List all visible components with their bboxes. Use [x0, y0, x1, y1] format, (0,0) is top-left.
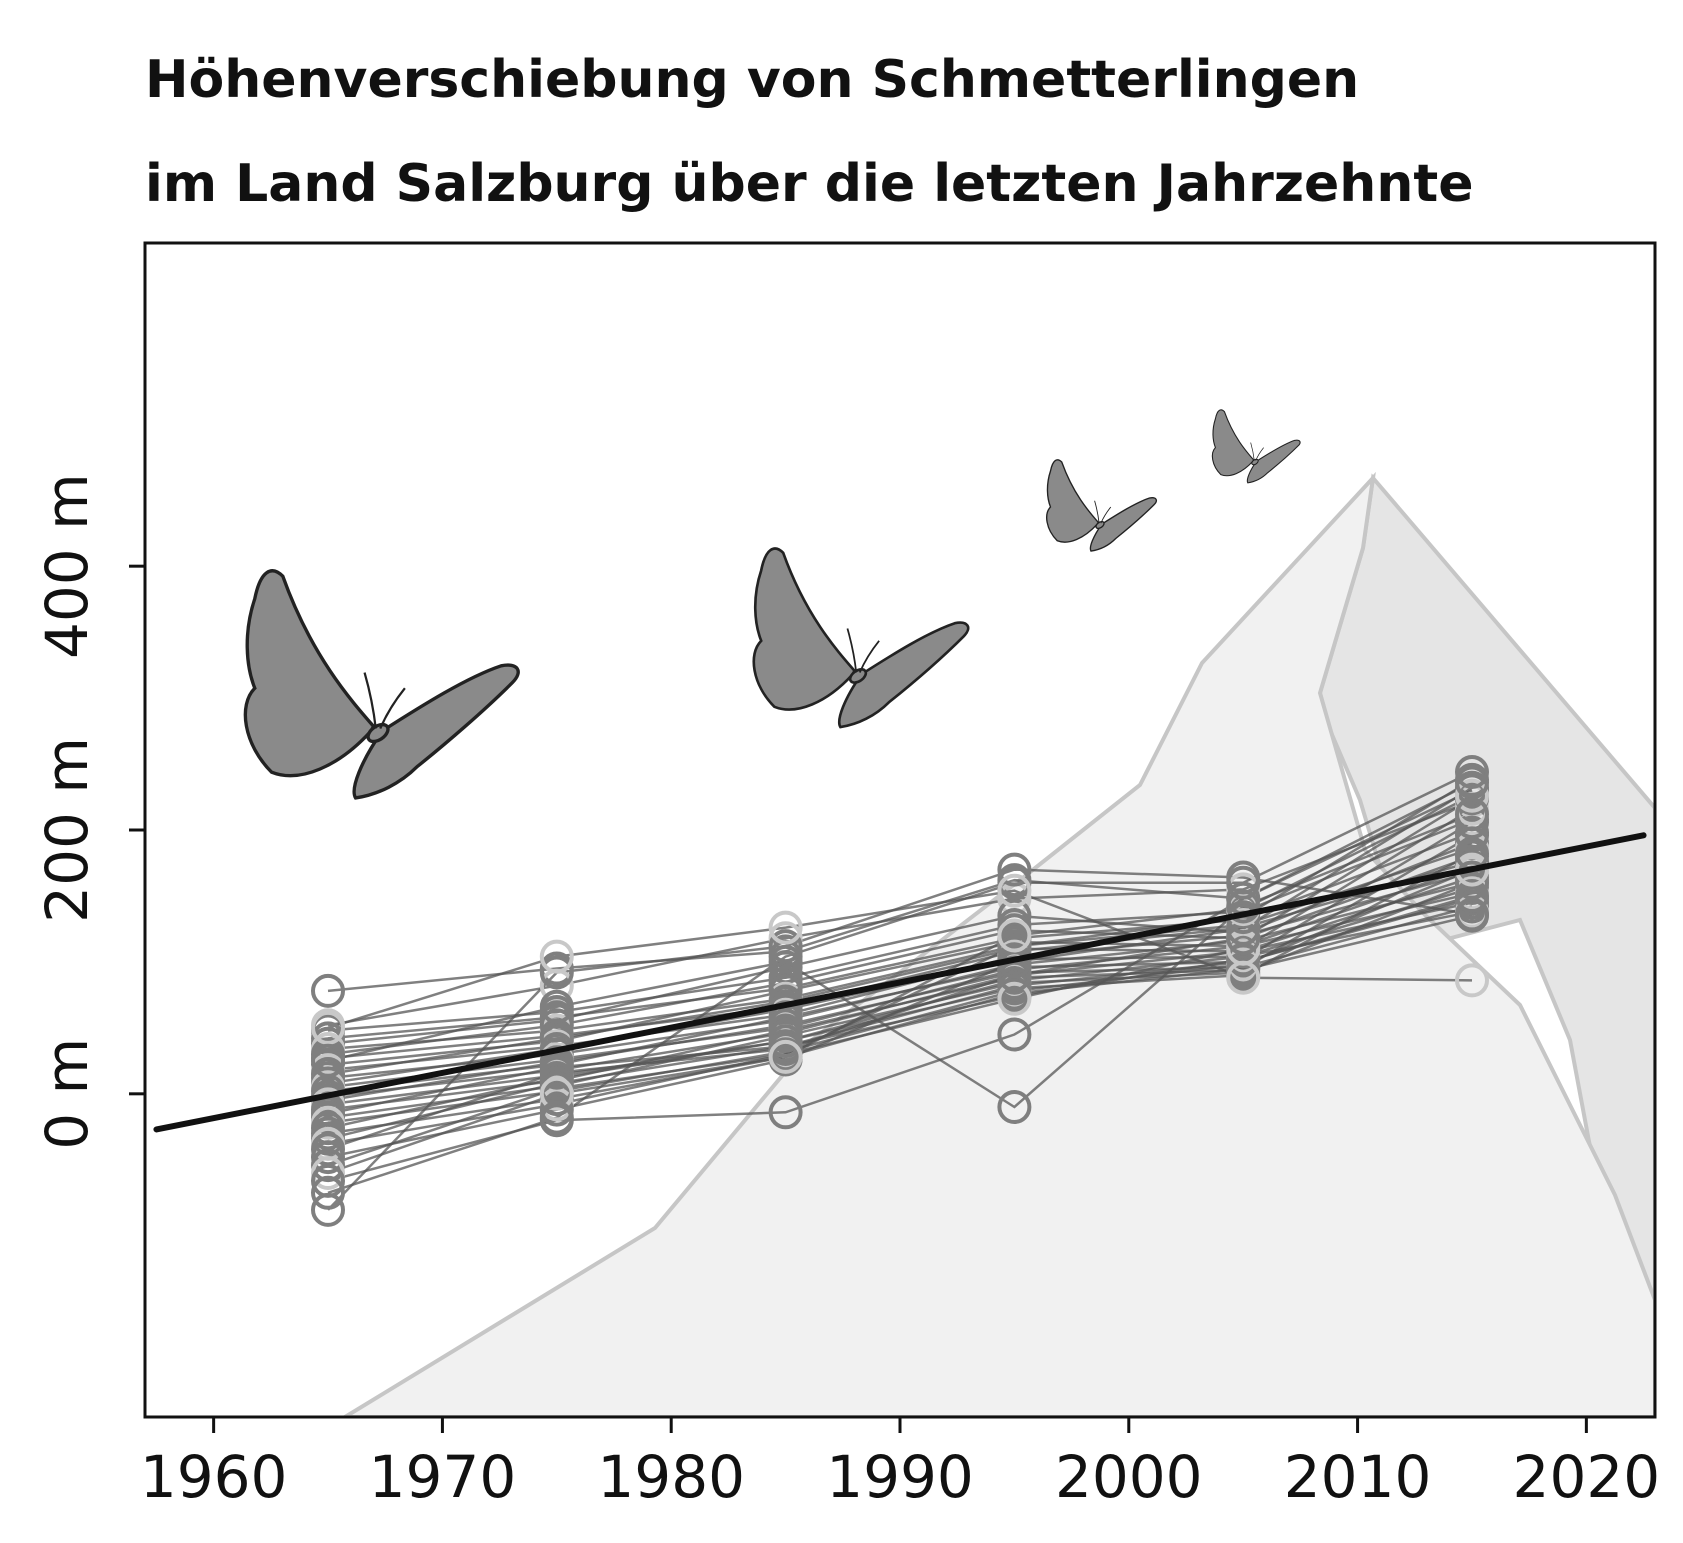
x-tick-label: 1980 [597, 1443, 746, 1511]
y-tick-label: 200 m [33, 737, 101, 923]
x-tick-label: 2020 [1512, 1443, 1661, 1511]
butterfly-icon [1047, 460, 1157, 551]
x-tick-label: 1970 [368, 1443, 517, 1511]
y-tick-label: 400 m [33, 473, 101, 660]
chart-title-line-1: Höhenverschiebung von Schmetterlingen [145, 50, 1360, 110]
butterfly-icon [245, 571, 518, 798]
x-tick-label: 1990 [826, 1443, 974, 1511]
x-tick-label: 1960 [139, 1443, 288, 1511]
butterfly-icon [1212, 410, 1300, 483]
butterfly-icons [245, 410, 1300, 798]
chart-title-line-2: im Land Salzburg über die letzten Jahrzehnte [145, 154, 1474, 214]
y-tick-label: 0 m [33, 1037, 101, 1150]
butterfly-icon [754, 549, 968, 727]
x-axis [140, 1417, 1660, 1511]
x-tick-label: 2010 [1283, 1443, 1432, 1511]
x-tick-label: 2000 [1054, 1443, 1203, 1511]
y-axis [33, 473, 145, 1149]
